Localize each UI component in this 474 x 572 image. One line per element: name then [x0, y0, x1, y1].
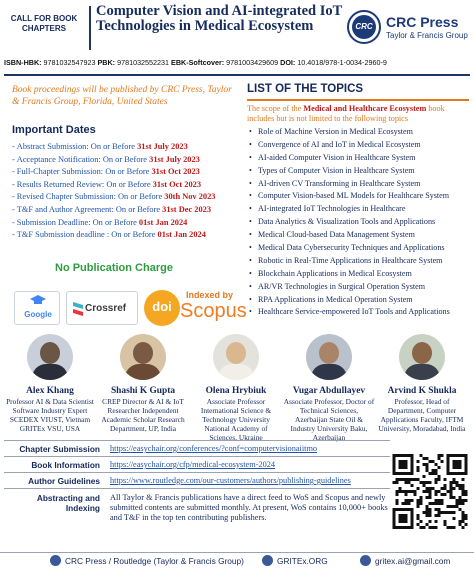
- isbn-ebk-label: EBK-Softcover:: [171, 58, 225, 67]
- header-divider: [89, 6, 91, 50]
- qr-code: [392, 440, 468, 544]
- important-dates-list: [12, 141, 248, 242]
- google-scholar-logo: [14, 291, 60, 325]
- bullet-icon: -: [12, 230, 15, 240]
- date-value: 31st Oct 2023: [151, 167, 200, 177]
- globe-icon: [262, 555, 273, 566]
- topic-item: • RPA Applications in Medical Operation System: [247, 294, 469, 307]
- call-for-chapters-label: CALL FOR BOOK CHAPTERS: [10, 14, 78, 33]
- date-item: [12, 179, 248, 192]
- footer-publisher: [50, 556, 244, 567]
- important-dates-heading: Important Dates: [12, 124, 96, 136]
- abstracting-row: [4, 488, 390, 550]
- topic-item: • AR/VR Technologies in Surgical Operation System: [247, 281, 469, 294]
- crossref-label: Crossref: [85, 303, 127, 314]
- date-label: Revised Chapter Submission: On or Before: [16, 192, 165, 202]
- footer-publisher-text: CRC Press / Routledge (Taylor & Francis Group): [65, 556, 244, 566]
- footer: [0, 552, 474, 572]
- editor-desc: CREP Director & AI & IoT Researcher Independent Academic Scholar Research Department, UP, India: [101, 397, 185, 433]
- date-label: T&F Submission deadline : On or Before: [16, 230, 158, 240]
- editor-photo: [27, 334, 73, 380]
- book-information-row: [4, 456, 390, 472]
- date-item: [12, 204, 248, 217]
- intro-post: book includes but is not limited to the following topics: [247, 104, 445, 123]
- topic-item: • AI-driven CV Transforming in Healthcare System: [247, 178, 469, 191]
- date-value: 01st Jan 2024: [138, 217, 188, 227]
- date-value: 31st Dec 2023: [162, 204, 212, 214]
- date-label: Abstract Submission: On or Before: [16, 142, 138, 151]
- doi-label-text: doi: [152, 299, 172, 314]
- editor-photo: [120, 334, 166, 380]
- crossref-icon: [73, 302, 85, 316]
- editor-desc: Professor AI & Data Scientist Software Industry Expert SCEDEX VIUST, Vietnam GRITEx VSU, USA: [6, 397, 94, 433]
- topic-item: • Medical Cloud-based Data Management System: [247, 229, 469, 242]
- editor-desc: Professor, Head of Department, Computer Applications Faculty, IFTM University, Moradabad, India: [378, 397, 466, 433]
- date-label: Full-Chapter Submission: On or Before: [16, 167, 152, 177]
- topic-item: • Data Analytics & Visualization Tools and Applications: [247, 216, 469, 229]
- date-value: 01st Jan 2024: [157, 230, 206, 240]
- intro-bold: Medical and Healthcare Ecosystem: [303, 104, 427, 113]
- footer-site-text: GRITEx.ORG: [277, 556, 328, 566]
- date-item: [12, 217, 248, 230]
- bullet-icon: -: [12, 154, 15, 164]
- editor-card: [376, 334, 468, 433]
- chapter-submission-label: Chapter Submission: [19, 444, 100, 454]
- isbn-bar: [4, 58, 470, 70]
- abstracting-label: Abstracting and Indexing: [36, 493, 100, 513]
- email-icon: [360, 555, 371, 566]
- scopus-logo: Scopus: [180, 300, 247, 322]
- topic-item: • Role of Machine Version in Medical Ecosystem: [247, 126, 469, 139]
- date-value: 30th Nov 2023: [164, 192, 216, 202]
- publisher-name: CRC Press: [386, 14, 459, 30]
- topic-item: • Medical Data Cybersecurity Techniques and Applications: [247, 242, 469, 255]
- topic-item: • Computer Vision-based ML Models for Healthcare System: [247, 190, 469, 203]
- editor-name: Shashi K Gupta: [110, 386, 176, 396]
- bullet-icon: -: [12, 217, 15, 227]
- isbn-divider: [4, 74, 470, 76]
- topic-item: • AI-integrated IoT Technologies in Healthcare: [247, 203, 469, 216]
- bullet-icon: -: [12, 142, 15, 151]
- abstracting-text: All Taylor & Francis publications have a direct feed to WoS and Scopus and newly submitted contents are submitted monthly. At present, WoS contains 10,000+ books and T&F in the top ten contributing publishers.: [110, 493, 388, 522]
- date-item: [12, 229, 248, 242]
- topics-underline: [247, 99, 469, 101]
- date-item: [12, 166, 248, 179]
- topic-item: • Types of Computer Vision in Healthcare System: [247, 165, 469, 178]
- editor-card: [283, 334, 375, 442]
- footer-email[interactable]: [360, 556, 450, 567]
- topics-heading: LIST OF THE TOPICS: [247, 83, 364, 95]
- date-label: Acceptance Notification: On or Before: [16, 154, 150, 164]
- date-label: Results Returned Review: On or Before: [16, 179, 153, 189]
- header: [0, 0, 474, 56]
- doi-value: 10.4018/978-1-0034-2960-9: [297, 58, 387, 67]
- bullet-icon: -: [12, 204, 15, 214]
- isbn-hbk-label: ISBN-HBK:: [4, 58, 42, 67]
- bullet-icon: -: [12, 179, 15, 189]
- editor-name: Alex Khang: [26, 386, 74, 396]
- isbn-pbk-label: PBK:: [97, 58, 116, 67]
- google-label: Google: [24, 310, 52, 319]
- topic-item: • Healthcare Service-empowered IoT Tools and Applications: [247, 306, 469, 319]
- graduation-cap-icon: [30, 295, 46, 305]
- isbn-hbk: 9781032547923: [43, 58, 96, 67]
- editor-desc: Associate Professor International Science & Technology University National Academy of Sciences, Ukraine: [200, 397, 272, 442]
- intro-pre: The scope of the: [247, 104, 304, 113]
- author-guidelines-label: Author Guidelines: [28, 476, 100, 486]
- editor-name: Olena Hrybiuk: [205, 386, 267, 396]
- crossref-logo: [66, 291, 138, 325]
- indexing-logos: [14, 288, 247, 326]
- date-item: [12, 141, 248, 154]
- topic-item: • Convergence of AI and IoT in Medical Ecosystem: [247, 139, 469, 152]
- topic-item: • AI-aided Computer Vision in Healthcare System: [247, 152, 469, 165]
- date-item: [12, 191, 248, 204]
- editor-name: Vugar Abdullayev: [292, 386, 366, 396]
- editor-desc: Associate Professor, Doctor of Technical Sciences, Azerbaijan State Oil & Industry University Baku, Azerbaijan: [283, 397, 375, 442]
- doi-label: DOI:: [280, 58, 296, 67]
- editor-photo: [399, 334, 445, 380]
- date-item: [12, 154, 248, 167]
- globe-icon: [50, 555, 61, 566]
- topics-intro: [247, 104, 469, 124]
- book-information-link[interactable]: https://easychair.org/cfp/medical-ecosystem-2024: [110, 460, 276, 469]
- topic-item: • Blockchain Applications in Medical Ecosystem: [247, 268, 469, 281]
- author-guidelines-row: [4, 472, 390, 488]
- editor-photo: [213, 334, 259, 380]
- isbn-pbk: 9781032552231: [117, 58, 170, 67]
- crc-logo-text: CRC: [352, 15, 376, 39]
- topics-list: [247, 126, 469, 319]
- editor-card: [4, 334, 96, 433]
- editor-name: Arvind K Shukla: [387, 386, 457, 396]
- editor-photo: [306, 334, 352, 380]
- isbn-ebk: 9781003429609: [226, 58, 279, 67]
- footer-email-text: gritex.ai@gmail.com: [375, 556, 451, 566]
- editor-card: [97, 334, 189, 433]
- doi-logo: [144, 290, 180, 326]
- topic-item: • Robotic in Real-Time Applications in Healthcare System: [247, 255, 469, 268]
- proceedings-note: Book proceedings will be published by CRC Press, Taylor & Francis Group, Florida, United States: [12, 85, 232, 107]
- date-value: 31st July 2023: [137, 142, 188, 151]
- chapter-submission-row: [4, 440, 390, 456]
- footer-site[interactable]: [262, 556, 328, 567]
- editor-card: [190, 334, 282, 442]
- author-guidelines-link[interactable]: https://www.routledge.com/our-customers/authors/publishing-guidelines: [110, 476, 351, 485]
- editors-row: [0, 334, 474, 442]
- date-label: T&F and Author Agreement: On or Before: [16, 204, 163, 214]
- no-publication-charge: No Publication Charge: [55, 262, 173, 274]
- book-information-label: Book Information: [31, 460, 100, 470]
- publisher-subtitle: Taylor & Francis Group: [386, 31, 468, 40]
- bullet-icon: -: [12, 192, 15, 202]
- date-label: Submission Deadline: On or Before: [16, 217, 139, 227]
- bullet-icon: -: [12, 167, 15, 177]
- crc-press-logo: [347, 10, 381, 44]
- indexed-by-label: Indexed by: [186, 290, 234, 300]
- date-value: 31st July 2023: [149, 154, 200, 164]
- book-title: Computer Vision and AI-integrated IoT Technologies in Medical Ecosystem: [96, 3, 342, 34]
- chapter-submission-link[interactable]: https://easychair.org/conferences/?conf=computervisionaiitmo: [110, 444, 318, 453]
- date-value: 31st Oct 2023: [152, 179, 202, 189]
